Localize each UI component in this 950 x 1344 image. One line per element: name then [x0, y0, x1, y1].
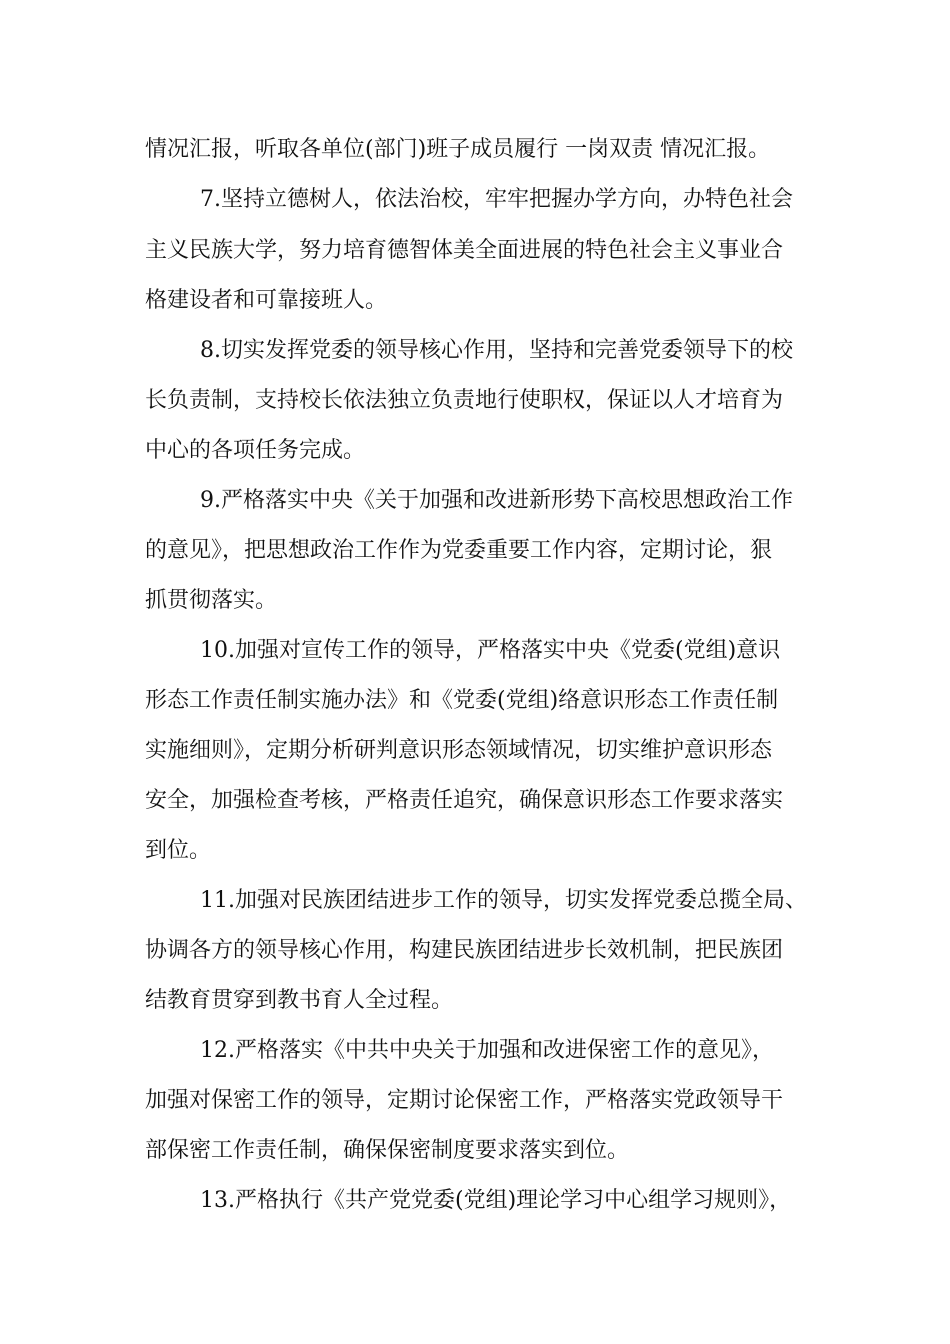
text-line: 12.严格落实《中共中央关于加强和改进保密工作的意见》， [200, 1038, 774, 1063]
text-line: 10.加强对宣传工作的领导，严格落实中央《党委(党组)意识 [200, 638, 781, 663]
text-line: 8.切实发挥党委的领导核心作用，坚持和完善党委领导下的校 [200, 338, 793, 363]
text-line: 中心的各项任务完成。 [145, 438, 366, 463]
text-line: 协调各方的领导核心作用，构建民族团结进步长效机制，把民族团 [145, 938, 784, 963]
text-line: 长负责制，支持校长依法独立负责地行使职权，保证以人才培育为 [145, 388, 784, 413]
text-line: 9.严格落实中央《关于加强和改进新形势下高校思想政治工作 [200, 488, 793, 513]
text-line: 主义民族大学，努力培育德智体美全面进展的特色社会主义事业合 [145, 238, 784, 263]
text-line: 到位。 [145, 838, 212, 863]
text-line: 部保密工作责任制，确保保密制度要求落实到位。 [145, 1138, 630, 1163]
text-line: 11.加强对民族团结进步工作的领导，切实发挥党委总揽全局、 [200, 888, 807, 913]
text-line: 13.严格执行《共产党党委(党组)理论学习中心组学习规则》， [200, 1188, 792, 1213]
text-line: 结教育贯穿到教书育人全过程。 [145, 988, 454, 1013]
text-line: 实施细则》，定期分析研判意识形态领域情况，切实维护意识形态 [145, 738, 773, 763]
text-line: 格建设者和可靠接班人。 [145, 288, 388, 313]
text-line: 抓贯彻落实。 [145, 588, 278, 613]
text-line: 7.坚持立德树人，依法治校，牢牢把握办学方向，办特色社会 [200, 187, 793, 212]
text-line: 安全，加强检查考核，严格责任追究，确保意识形态工作要求落实 [145, 788, 784, 813]
text-line: 加强对保密工作的领导，定期讨论保密工作，严格落实党政领导干 [145, 1088, 784, 1113]
text-line: 情况汇报，听取各单位(部门)班子成员履行 一岗双责 情况汇报。 [145, 137, 771, 162]
text-line: 形态工作责任制实施办法》和《党委(党组)络意识形态工作责任制 [145, 688, 779, 713]
text-line: 的意见》，把思想政治工作作为党委重要工作内容，定期讨论，狠 [145, 538, 773, 563]
